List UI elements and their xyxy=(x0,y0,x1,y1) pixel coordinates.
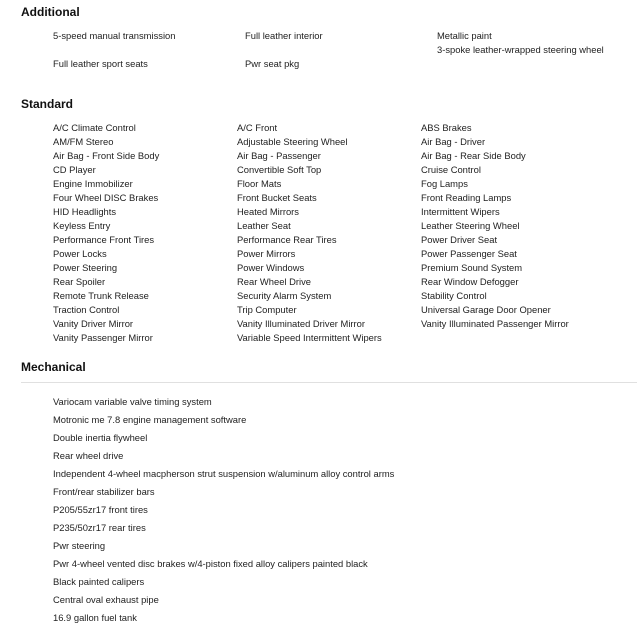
standard-item: Stability Control xyxy=(421,290,487,301)
standard-item: Four Wheel DISC Brakes xyxy=(53,192,159,203)
standard-item: Power Windows xyxy=(237,262,305,273)
mechanical-item: Independent 4-wheel macpherson strut suspension w/aluminum alloy control arms xyxy=(53,468,395,479)
standard-item: Front Bucket Seats xyxy=(237,192,317,203)
mechanical-item: P205/55zr17 front tires xyxy=(53,504,148,515)
additional-item: 5-speed manual transmission xyxy=(53,30,176,41)
additional-item: 3-spoke leather-wrapped steering wheel xyxy=(437,44,604,55)
mechanical-item: Motronic me 7.8 engine management software xyxy=(53,414,247,425)
standard-item: Universal Garage Door Opener xyxy=(421,304,551,315)
standard-item: Rear Wheel Drive xyxy=(237,276,311,287)
standard-item: Performance Front Tires xyxy=(53,234,155,245)
mechanical-item: P235/50zr17 rear tires xyxy=(53,522,146,533)
standard-item: Front Reading Lamps xyxy=(421,192,512,203)
additional-item: Pwr seat pkg xyxy=(245,58,300,69)
mechanical-item: Double inertia flywheel xyxy=(53,432,148,443)
standard-item: Air Bag - Front Side Body xyxy=(53,150,160,161)
additional-item: Full leather sport seats xyxy=(53,58,148,69)
mechanical-section-title: Mechanical xyxy=(21,360,86,374)
standard-item: Power Passenger Seat xyxy=(421,248,517,259)
mechanical-item: 16.9 gallon fuel tank xyxy=(53,612,137,623)
mechanical-item: Central oval exhaust pipe xyxy=(53,594,159,605)
mechanical-item: Variocam variable valve timing system xyxy=(53,396,212,407)
section-divider xyxy=(21,382,637,383)
standard-item: Heated Mirrors xyxy=(237,206,299,217)
standard-item: A/C Climate Control xyxy=(53,122,136,133)
standard-item: CD Player xyxy=(53,164,96,175)
standard-item: Floor Mats xyxy=(237,178,282,189)
standard-item: Power Mirrors xyxy=(237,248,296,259)
standard-item: Vanity Illuminated Passenger Mirror xyxy=(421,318,569,329)
standard-item: Fog Lamps xyxy=(421,178,468,189)
standard-item: HID Headlights xyxy=(53,206,117,217)
additional-item: Full leather interior xyxy=(245,30,323,41)
standard-item: Cruise Control xyxy=(421,164,481,175)
standard-item: Power Locks xyxy=(53,248,107,259)
standard-item: Air Bag - Rear Side Body xyxy=(421,150,526,161)
standard-item: Power Driver Seat xyxy=(421,234,498,245)
standard-item: ABS Brakes xyxy=(421,122,472,133)
standard-item: Vanity Driver Mirror xyxy=(53,318,134,329)
standard-item: Engine Immobilizer xyxy=(53,178,133,189)
standard-item: Vanity Illuminated Driver Mirror xyxy=(237,318,365,329)
standard-item: AM/FM Stereo xyxy=(53,136,114,147)
additional-section-title: Additional xyxy=(21,5,80,19)
mechanical-item: Rear wheel drive xyxy=(53,450,124,461)
standard-item: Intermittent Wipers xyxy=(421,206,500,217)
standard-item: Variable Speed Intermittent Wipers xyxy=(237,332,382,343)
standard-item: Keyless Entry xyxy=(53,220,111,231)
standard-item: Air Bag - Passenger xyxy=(237,150,321,161)
standard-item: Traction Control xyxy=(53,304,120,315)
standard-item: Remote Trunk Release xyxy=(53,290,149,301)
additional-item: Metallic paint xyxy=(437,30,492,41)
standard-item: Vanity Passenger Mirror xyxy=(53,332,153,343)
standard-item: Premium Sound System xyxy=(421,262,523,273)
standard-item: Performance Rear Tires xyxy=(237,234,337,245)
standard-item: Trip Computer xyxy=(237,304,297,315)
standard-item: A/C Front xyxy=(237,122,278,133)
standard-item: Leather Steering Wheel xyxy=(421,220,520,231)
standard-item: Power Steering xyxy=(53,262,118,273)
standard-item: Leather Seat xyxy=(237,220,291,231)
mechanical-item: Front/rear stabilizer bars xyxy=(53,486,155,497)
mechanical-item: Black painted calipers xyxy=(53,576,145,587)
standard-item: Convertible Soft Top xyxy=(237,164,322,175)
mechanical-item: Pwr steering xyxy=(53,540,106,551)
standard-section-title: Standard xyxy=(21,97,74,111)
standard-item: Adjustable Steering Wheel xyxy=(237,136,348,147)
standard-item: Security Alarm System xyxy=(237,290,332,301)
mechanical-item: Pwr 4-wheel vented disc brakes w/4-piston fixed alloy calipers painted black xyxy=(53,558,368,569)
standard-item: Rear Spoiler xyxy=(53,276,106,287)
standard-item: Rear Window Defogger xyxy=(421,276,519,287)
standard-item: Air Bag - Driver xyxy=(421,136,486,147)
